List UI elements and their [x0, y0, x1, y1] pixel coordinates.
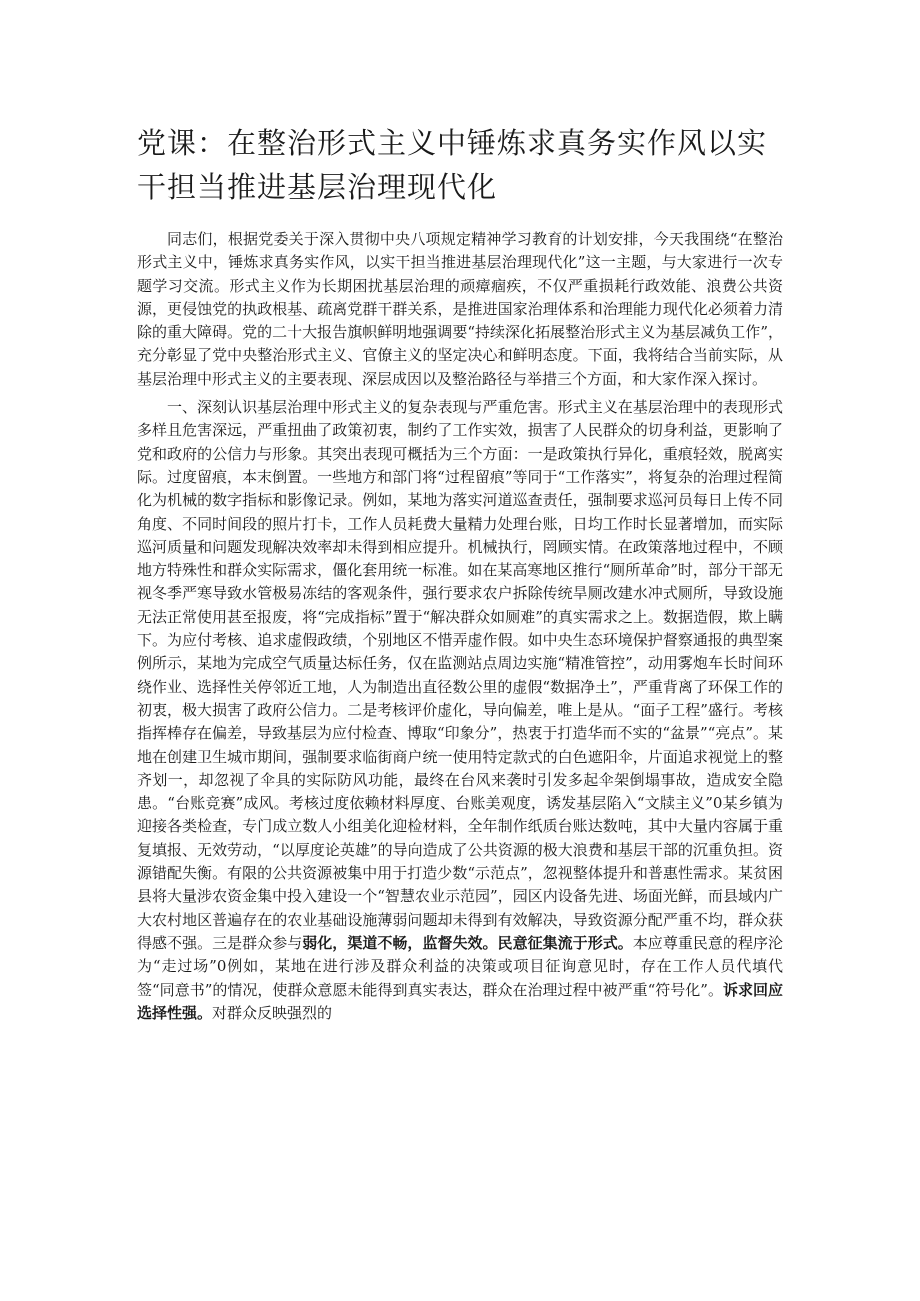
paragraph-section-one [137, 396, 783, 1025]
document-title: 党课：在整治形式主义中锤炼求真务实作风以实干担当推进基层治理现代化 [137, 126, 768, 204]
document-body [137, 228, 783, 1030]
paragraph-text-b: 本应尊重民意的程序沦为“走过场”0例如，某地在进行涉及群众利益的决策或项目征询意见时，存在工作人员代填代签“同意书”的情况，使群众意愿未能得到真实表达，群众在治理过程中被严重“符号化”。 [137, 933, 783, 999]
paragraph-intro: 同志们，根据党委关于深入贯彻中央八项规定精神学习教育的计划安排，今天我围绕“在整治形式主义中，锤炼求真务实作风，以实干担当推进基层治理现代化”这一主题，与大家进行一次专题学习交流。形式主义作为长期困扰基层治理的顽瘴痼疾，不仅严重损耗行政效能、浪费公共资源，更侵蚀党的执政根基、疏离党群干群关系，是推进国家治理体系和治理能力现代化必须着力清除的重大障碍。党的二十大报告旗帜鲜明地强调要“持续深化拓展整治形式主义为基层减负工作”，充分彰显了党中央整治形式主义、官僚主义的坚定决心和鲜明态度。下面，我将结合当前实际，从基层治理中形式主义的主要表现、深层成因以及整治路径与举措三个方面，和大家作深入探讨。 [137, 230, 783, 388]
paragraph-text-a: 一、深刻认识基层治理中形式主义的复杂表现与严重危害。形式主义在基层治理中的表现形式多样且危害深远，严重扭曲了政策初衷，制约了工作实效，损害了人民群众的切身利益，更影响了党和政府的公信力与形象。其突出表现可概括为三个方面：一是政策执行异化，重痕轻效，脱离实际。过度留痕，本末倒置。一些地方和部门将“过程留痕”等同于“工作落实”，将复杂的治理过程简化为机械的数字指标和影像记录。例如，某地为落实河道巡查责任，强制要求巡河员每日上传不同角度、不同时间段的照片打卡，工作人员耗费大量精力处理台账，日均工作时长显著增加，而实际巡河质量和问题发现解决效率却未得到相应提升。机械执行，罔顾实情。在政策落地过程中，不顾地方特殊性和群众实际需求，僵化套用统一标准。如在某高寒地区推行“厕所革命”时，部分干部无视冬季严寒导致水管极易冻结的客观条件，强行要求农户拆除传统旱厕改建水冲式厕所，导致设施无法正常使用甚至报废，将“完成指标”置于“解决群众如厕难”的真实需求之上。数据造假，欺上瞒下。为应付考核、追求虚假政绩，个别地区不惜弄虚作假。如中央生态环境保护督察通报的典型案例所示，某地为完成空气质量达标任务，仅在监测站点周边实施“精准管控”，动用雾炮车长时间环绕作业、选择性关停邻近工地，人为制造出直径数公里的虚假“数据净土”，严重背离了环保工作的初衷，极大损害了政府公信力。二是考核评价虚化，导向偏差，唯上是从。“面子工程”盛行。考核指挥棒存在偏差，导致基层为应付检查、博取“印象分”，热衷于打造华而不实的“盆景”“亮点”。某地在创建卫生城市期间，强制要求临街商户统一使用特定款式的白色遮阳伞，片面追求视觉上的整齐划一，却忽视了伞具的实际防风功能，最终在台风来袭时引发多起伞架倒塌事故，造成安全隐患。“台账竞赛”成风。考核过度依赖材料厚度、台账美观度，诱发基层陷入“文牍主义”0某乡镇为迎接各类检查，专门成立数人小组美化迎检材料，全年制作纸质台账达数吨，其中大量内容属于重复填报、无效劳动，“以厚度论英雄”的导向造成了公共资源的极大浪费和基层干部的沉重负担。资源错配失衡。有限的公共资源被集中用于打造少数“示范点”，忽视整体提升和普惠性需求。某贫困县将大量涉农资金集中投入建设一个“智慧农业示范园”，园区内设备先进、场面光鲜，而县域内广大农村地区普遍存在的农业基础设施薄弱问题却未得到有效解决，导致资源分配严重不均，群众获得感不强。三是群众参与 [137, 398, 784, 952]
paragraph-text-c: 对群众反映强烈的 [212, 1003, 333, 1022]
bold-phrase-participation: 弱化，渠道不畅，监督失效。民意征集流于形式。 [302, 933, 633, 952]
bold-phrase-response: 诉求回应选择性强。 [137, 980, 783, 1022]
